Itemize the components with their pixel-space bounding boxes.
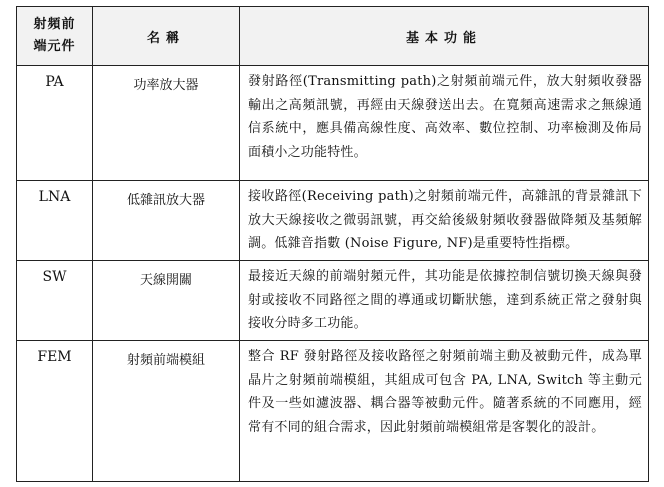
row-name-cell: 天線開關: [93, 261, 240, 341]
header-name-label: 名稱: [146, 30, 185, 46]
row-abbr-cell: SW: [17, 261, 93, 341]
table-row: [17, 261, 649, 341]
row-name-cell: 射頻前端模組: [93, 341, 240, 482]
row-abbr-cell: FEM: [17, 341, 93, 482]
table-row: [17, 66, 649, 181]
rf-frontend-table: [16, 6, 649, 482]
row-function-cell: 整合 RF 發射路徑及接收路徑之射頻前端主動及被動元件，成為單晶片之射頻前端模組，其組成可包含 PA, LNA, Switch 等主動元件及一些如濾波器、耦合器等被動元件。隨著系統的不同應用，經常有不同的組合需求，因此射頻前端模組常是客製化的設計。: [240, 341, 649, 482]
header-name: [93, 7, 240, 66]
header-component-line2: 端元件: [33, 39, 76, 54]
row-name-cell: 低雜訊放大器: [93, 181, 240, 261]
row-function-cell: 最接近天線的前端射頻元件，其功能是依據控制信號切換天線與發射或接收不同路徑之間的導通或切斷狀態，達到系統正常之發射與接收分時多工功能。: [240, 261, 649, 341]
header-function-label: 基本功能: [405, 30, 482, 46]
header-function: [240, 7, 649, 66]
row-abbr-cell: LNA: [17, 181, 93, 261]
header-component: [17, 7, 93, 66]
row-abbr-cell: PA: [17, 66, 93, 181]
row-function-cell: 接收路徑(Receiving path)之射頻前端元件，高雜訊的背景雜訊下放大天線接收之微弱訊號，再交給後級射頻收發器做降頻及基頻解調。低雜音指數 (Noise Figure, NF)是重要特性指標。: [240, 181, 649, 261]
header-component-line1: 射頻前: [33, 17, 76, 32]
table-header-row: [17, 7, 649, 66]
row-function-cell: 發射路徑(Transmitting path)之射頻前端元件，放大射頻收發器輸出之高頻訊號，再經由天線發送出去。在寬頻高速需求之無線通信系統中，應具備高線性度、高效率、數位控制、功率檢測及佈局面積小之功能特性。: [240, 66, 649, 181]
table-row: [17, 181, 649, 261]
table-row: [17, 341, 649, 482]
row-name-cell: 功率放大器: [93, 66, 240, 181]
